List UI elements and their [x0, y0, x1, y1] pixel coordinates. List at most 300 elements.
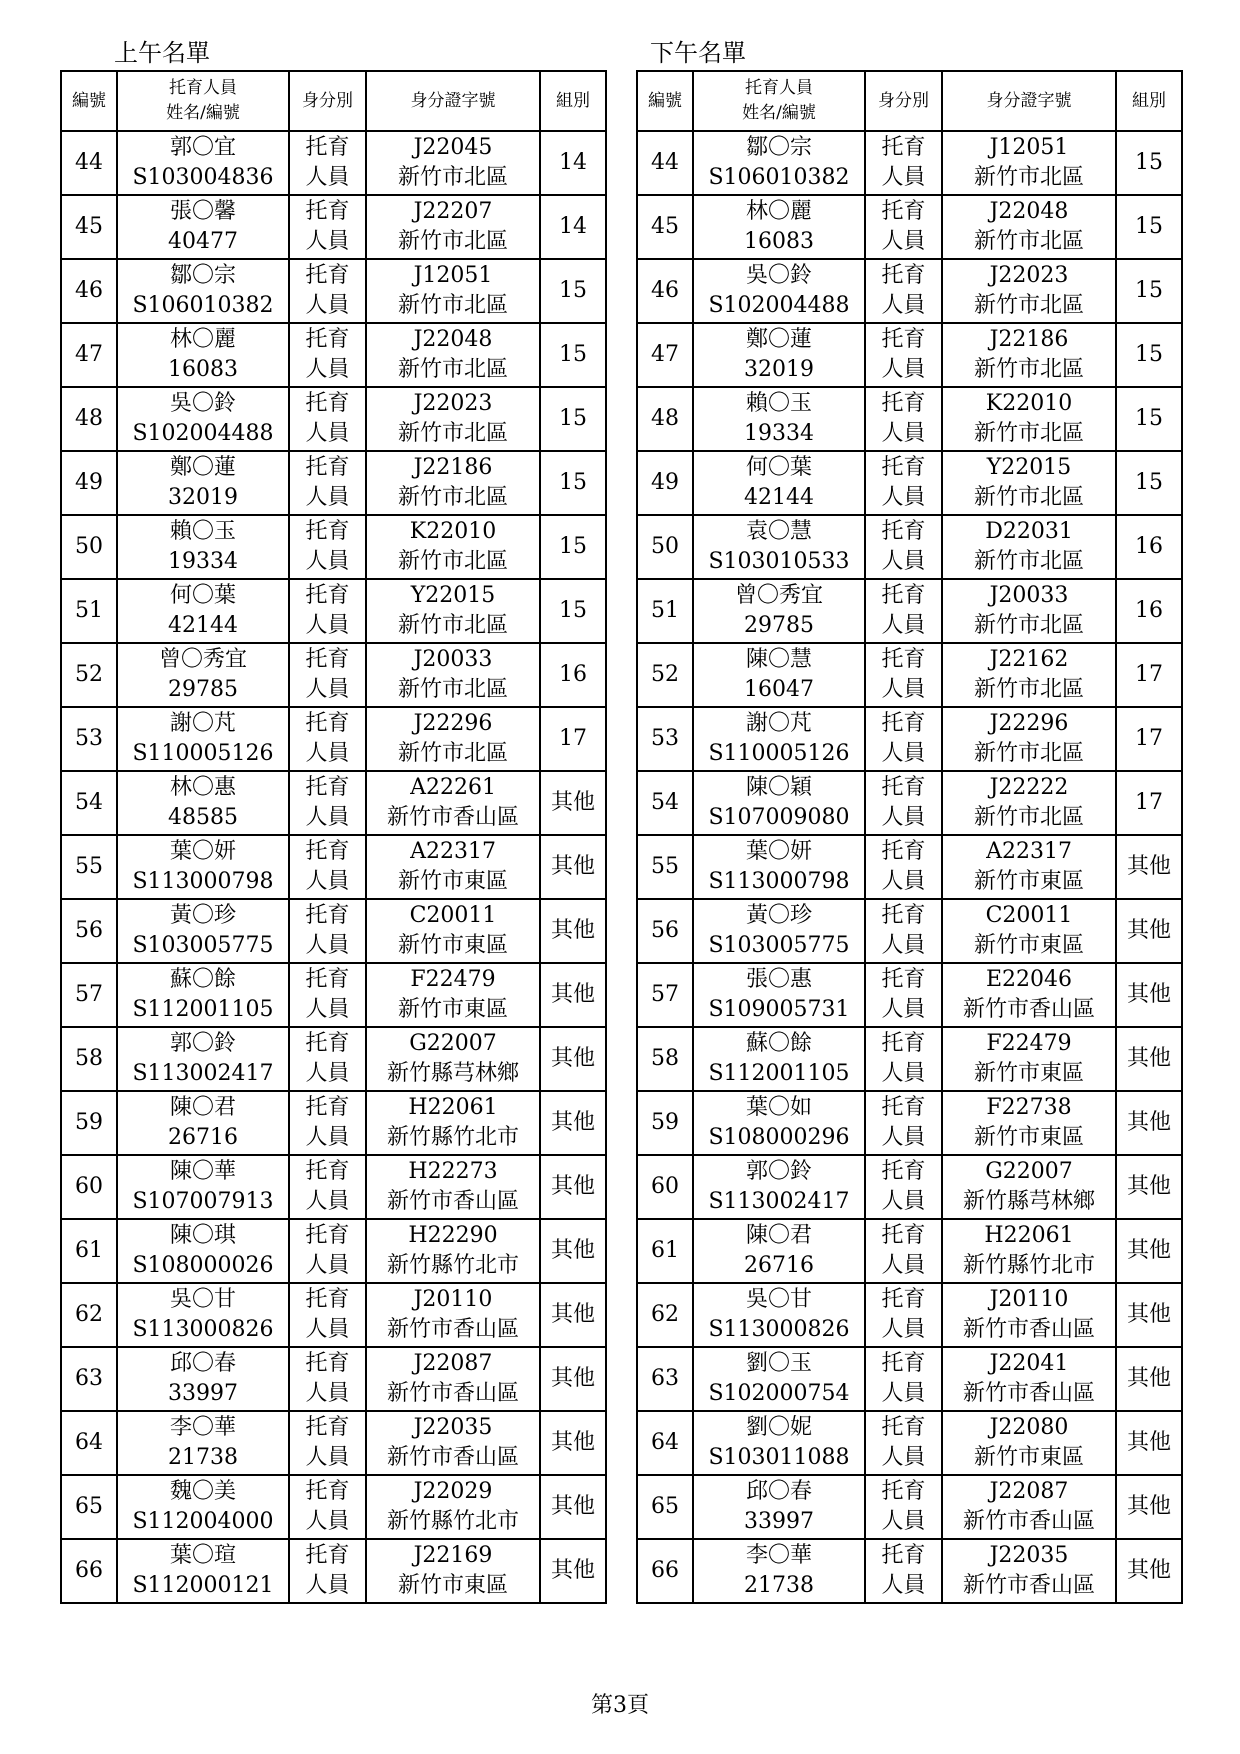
table-row	[61, 1475, 606, 1539]
role-line1: 托育	[305, 839, 350, 864]
id-area: 新竹市北區	[397, 421, 508, 446]
header-row	[637, 71, 1182, 131]
group-cell: 16	[1116, 515, 1182, 579]
row-number: 55	[61, 835, 117, 899]
row-number: 65	[61, 1475, 117, 1539]
group-cell: 17	[1116, 771, 1182, 835]
caregiver-name-cell	[693, 323, 865, 387]
header-name-line1: 托育人員	[745, 78, 813, 98]
role-line2: 人員	[305, 485, 350, 510]
table-row	[61, 1411, 606, 1475]
caregiver-name: 黃〇珍	[745, 903, 812, 928]
id-area: 新竹市北區	[973, 229, 1084, 254]
table-row	[61, 515, 606, 579]
id-cell	[942, 1539, 1116, 1603]
role-line1: 托育	[305, 775, 350, 800]
id-area: 新竹市北區	[973, 741, 1084, 766]
group-cell: 其他	[540, 963, 606, 1027]
id-cell	[942, 1283, 1116, 1347]
row-number: 56	[61, 899, 117, 963]
group-cell: 其他	[540, 1027, 606, 1091]
header-id: 身分證字號	[366, 71, 540, 131]
group-cell: 15	[540, 579, 606, 643]
role-line1: 托育	[305, 1351, 350, 1376]
role-cell	[289, 387, 366, 451]
row-number: 56	[637, 899, 693, 963]
id-area: 新竹市北區	[397, 677, 508, 702]
id-number: F22738	[986, 1095, 1072, 1120]
id-cell	[366, 835, 540, 899]
role-cell	[289, 451, 366, 515]
id-number: J22041	[989, 1351, 1069, 1376]
caregiver-name-cell	[117, 1539, 289, 1603]
group-cell: 其他	[1116, 1091, 1182, 1155]
table-row	[61, 451, 606, 515]
role-line2: 人員	[305, 1509, 350, 1534]
id-number: Y22015	[986, 455, 1072, 480]
role-cell	[865, 387, 942, 451]
role-line2: 人員	[881, 357, 926, 382]
role-cell	[289, 131, 366, 195]
id-number: H22061	[408, 1095, 498, 1120]
id-cell	[366, 131, 540, 195]
id-area: 新竹市北區	[397, 293, 508, 318]
id-number: A22317	[986, 839, 1072, 864]
group-cell: 其他	[540, 1347, 606, 1411]
caregiver-name: 謝〇芃	[169, 711, 236, 736]
id-area: 新竹市東區	[397, 869, 508, 894]
id-area: 新竹市香山區	[386, 1445, 519, 1470]
group-cell: 其他	[1116, 835, 1182, 899]
caregiver-code: 33997	[744, 1509, 814, 1534]
caregiver-code: 42144	[168, 613, 238, 638]
role-line2: 人員	[305, 229, 350, 254]
caregiver-name-cell	[117, 899, 289, 963]
role-line1: 托育	[881, 583, 926, 608]
id-cell	[366, 1219, 540, 1283]
id-cell	[942, 387, 1116, 451]
role-line1: 托育	[305, 519, 350, 544]
role-cell	[289, 707, 366, 771]
id-number: A22317	[410, 839, 496, 864]
caregiver-code: 21738	[168, 1445, 238, 1470]
id-number: C20011	[985, 903, 1073, 928]
id-cell	[366, 451, 540, 515]
row-number: 53	[637, 707, 693, 771]
id-cell	[942, 1027, 1116, 1091]
group-cell: 其他	[1116, 1475, 1182, 1539]
caregiver-name: 曾〇秀宜	[158, 647, 247, 672]
id-cell	[366, 899, 540, 963]
role-line2: 人員	[881, 1573, 926, 1598]
id-number: J22080	[989, 1415, 1069, 1440]
caregiver-name: 吳〇甘	[169, 1287, 236, 1312]
id-cell	[366, 1539, 540, 1603]
id-area: 新竹市香山區	[386, 1189, 519, 1214]
table-row	[61, 899, 606, 963]
row-number: 44	[637, 131, 693, 195]
role-cell	[289, 1411, 366, 1475]
role-line2: 人員	[881, 293, 926, 318]
role-cell	[289, 1155, 366, 1219]
header-row	[61, 71, 606, 131]
role-line2: 人員	[305, 805, 350, 830]
role-line1: 托育	[881, 967, 926, 992]
group-cell: 其他	[1116, 963, 1182, 1027]
group-cell: 其他	[540, 771, 606, 835]
row-number: 61	[61, 1219, 117, 1283]
table-row	[61, 323, 606, 387]
id-area: 新竹市香山區	[962, 1509, 1095, 1534]
id-cell	[366, 643, 540, 707]
group-cell: 其他	[1116, 1155, 1182, 1219]
group-cell: 其他	[540, 1411, 606, 1475]
role-line1: 托育	[881, 1479, 926, 1504]
caregiver-name-cell	[693, 579, 865, 643]
caregiver-name: 陳〇穎	[745, 775, 812, 800]
table-row	[637, 1347, 1182, 1411]
header-id: 身分證字號	[942, 71, 1116, 131]
role-cell	[865, 1539, 942, 1603]
caregiver-name-cell	[117, 1091, 289, 1155]
table-row	[61, 1155, 606, 1219]
id-number: J22035	[413, 1415, 493, 1440]
table-row	[637, 1283, 1182, 1347]
header-name-line1: 托育人員	[169, 78, 237, 98]
table-row	[637, 579, 1182, 643]
role-line1: 托育	[881, 1287, 926, 1312]
header-group: 組別	[1116, 71, 1182, 131]
caregiver-code: 29785	[168, 677, 238, 702]
caregiver-code: S110005126	[132, 741, 274, 766]
caregiver-name: 陳〇君	[745, 1223, 812, 1248]
caregiver-name-cell	[117, 1347, 289, 1411]
role-line1: 托育	[881, 647, 926, 672]
role-line1: 托育	[305, 647, 350, 672]
id-cell	[942, 1219, 1116, 1283]
role-line1: 托育	[881, 839, 926, 864]
role-line2: 人員	[881, 613, 926, 638]
header-number: 編號	[61, 71, 117, 131]
role-line1: 托育	[881, 135, 926, 160]
caregiver-code: 32019	[744, 357, 814, 382]
role-line1: 托育	[305, 391, 350, 416]
id-number: J22186	[989, 327, 1069, 352]
table-row	[637, 963, 1182, 1027]
row-number: 55	[637, 835, 693, 899]
caregiver-name-cell	[117, 515, 289, 579]
caregiver-name-cell	[693, 1283, 865, 1347]
caregiver-code: S102004488	[132, 421, 274, 446]
caregiver-name-cell	[693, 1539, 865, 1603]
caregiver-name: 郭〇宜	[169, 135, 236, 160]
caregiver-name-cell	[117, 835, 289, 899]
caregiver-name-cell	[117, 259, 289, 323]
role-cell	[289, 259, 366, 323]
role-line2: 人員	[305, 1381, 350, 1406]
caregiver-name: 蘇〇餘	[169, 967, 236, 992]
caregiver-name: 郭〇鈴	[745, 1159, 812, 1184]
id-area: 新竹市北區	[397, 485, 508, 510]
role-line1: 托育	[881, 519, 926, 544]
caregiver-code: S103005775	[132, 933, 274, 958]
group-cell: 15	[540, 387, 606, 451]
id-number: J22087	[989, 1479, 1069, 1504]
group-cell: 15	[1116, 387, 1182, 451]
id-number: J22029	[413, 1479, 493, 1504]
role-line1: 托育	[881, 455, 926, 480]
id-area: 新竹市北區	[973, 613, 1084, 638]
group-cell: 14	[540, 195, 606, 259]
id-cell	[942, 131, 1116, 195]
row-number: 47	[637, 323, 693, 387]
role-line1: 托育	[305, 583, 350, 608]
row-number: 58	[61, 1027, 117, 1091]
caregiver-name-cell	[693, 1411, 865, 1475]
caregiver-code: 40477	[168, 229, 238, 254]
table-row	[61, 579, 606, 643]
id-cell	[366, 1283, 540, 1347]
id-cell	[942, 899, 1116, 963]
id-area: 新竹市東區	[397, 997, 508, 1022]
role-line2: 人員	[305, 1317, 350, 1342]
role-line1: 托育	[305, 711, 350, 736]
table-row	[61, 259, 606, 323]
table-row	[61, 835, 606, 899]
caregiver-name-cell	[117, 323, 289, 387]
id-area: 新竹市香山區	[962, 997, 1095, 1022]
table-row	[637, 1411, 1182, 1475]
header-number: 編號	[637, 71, 693, 131]
table-row	[637, 451, 1182, 515]
caregiver-name: 葉〇如	[745, 1095, 812, 1120]
id-area: 新竹市東區	[973, 1125, 1084, 1150]
role-cell	[289, 1091, 366, 1155]
id-cell	[366, 963, 540, 1027]
id-cell	[366, 323, 540, 387]
row-number: 45	[61, 195, 117, 259]
id-area: 新竹市香山區	[386, 1317, 519, 1342]
role-cell	[865, 835, 942, 899]
table-row	[637, 131, 1182, 195]
caregiver-name: 吳〇鈴	[745, 263, 812, 288]
table-row	[61, 1027, 606, 1091]
id-cell	[942, 963, 1116, 1027]
caregiver-name: 劉〇玉	[745, 1351, 812, 1376]
table-row	[637, 1475, 1182, 1539]
caregiver-name-cell	[693, 451, 865, 515]
caregiver-name: 邱〇春	[169, 1351, 236, 1376]
caregiver-name: 袁〇慧	[745, 519, 812, 544]
group-cell: 其他	[1116, 1219, 1182, 1283]
role-cell	[865, 1475, 942, 1539]
role-cell	[865, 1219, 942, 1283]
id-number: J22048	[989, 199, 1069, 224]
header-name-line2: 姓名/編號	[742, 103, 816, 123]
row-number: 64	[61, 1411, 117, 1475]
caregiver-name-cell	[693, 1347, 865, 1411]
row-number: 58	[637, 1027, 693, 1091]
table-row	[637, 643, 1182, 707]
role-cell	[865, 771, 942, 835]
role-cell	[289, 771, 366, 835]
group-cell: 其他	[540, 1219, 606, 1283]
role-line2: 人員	[881, 165, 926, 190]
caregiver-name-cell	[693, 1027, 865, 1091]
role-line1: 托育	[305, 1415, 350, 1440]
role-line1: 托育	[881, 1351, 926, 1376]
id-number: K22010	[985, 391, 1073, 416]
morning-roster-table	[60, 70, 607, 1604]
group-cell: 其他	[540, 1155, 606, 1219]
role-line2: 人員	[881, 1445, 926, 1470]
id-number: J20033	[989, 583, 1069, 608]
id-area: 新竹市北區	[973, 805, 1084, 830]
id-number: J22035	[989, 1543, 1069, 1568]
id-area: 新竹縣竹北市	[386, 1125, 519, 1150]
id-area: 新竹市東區	[973, 1061, 1084, 1086]
caregiver-code: S103010533	[708, 549, 850, 574]
caregiver-code: S112001105	[708, 1061, 850, 1086]
row-number: 62	[637, 1283, 693, 1347]
role-line1: 托育	[881, 1415, 926, 1440]
caregiver-name: 曾〇秀宜	[734, 583, 823, 608]
caregiver-code: 33997	[168, 1381, 238, 1406]
caregiver-name-cell	[693, 899, 865, 963]
table-row	[61, 771, 606, 835]
row-number: 65	[637, 1475, 693, 1539]
role-line1: 托育	[305, 967, 350, 992]
role-line2: 人員	[881, 1253, 926, 1278]
caregiver-name: 吳〇鈴	[169, 391, 236, 416]
role-line1: 托育	[305, 1159, 350, 1184]
role-line2: 人員	[881, 805, 926, 830]
id-area: 新竹縣竹北市	[386, 1509, 519, 1534]
role-line2: 人員	[881, 677, 926, 702]
role-cell	[865, 131, 942, 195]
role-cell	[289, 963, 366, 1027]
table-row	[61, 131, 606, 195]
role-line1: 托育	[881, 199, 926, 224]
id-area: 新竹市北區	[397, 229, 508, 254]
table-row	[637, 515, 1182, 579]
id-cell	[366, 1347, 540, 1411]
caregiver-name: 吳〇甘	[745, 1287, 812, 1312]
row-number: 66	[61, 1539, 117, 1603]
role-line1: 托育	[881, 1031, 926, 1056]
group-cell: 其他	[1116, 1283, 1182, 1347]
role-line1: 托育	[881, 263, 926, 288]
role-line2: 人員	[305, 677, 350, 702]
caregiver-code: S112004000	[132, 1509, 274, 1534]
caregiver-name: 黃〇珍	[169, 903, 236, 928]
caregiver-name: 何〇葉	[169, 583, 236, 608]
table-row	[637, 1155, 1182, 1219]
row-number: 47	[61, 323, 117, 387]
table-row	[637, 899, 1182, 963]
role-line1: 托育	[881, 1543, 926, 1568]
group-cell: 15	[1116, 195, 1182, 259]
id-number: J22296	[413, 711, 493, 736]
id-cell	[366, 195, 540, 259]
role-line2: 人員	[881, 549, 926, 574]
role-cell	[289, 835, 366, 899]
role-line1: 托育	[881, 391, 926, 416]
group-cell: 其他	[540, 1091, 606, 1155]
caregiver-name-cell	[117, 771, 289, 835]
id-area: 新竹市香山區	[962, 1573, 1095, 1598]
id-number: J22207	[413, 199, 493, 224]
role-line1: 托育	[305, 1223, 350, 1248]
role-line2: 人員	[305, 869, 350, 894]
id-cell	[942, 1411, 1116, 1475]
id-number: K22010	[409, 519, 497, 544]
id-cell	[942, 323, 1116, 387]
role-cell	[865, 195, 942, 259]
caregiver-code: 19334	[168, 549, 238, 574]
caregiver-code: S109005731	[708, 997, 850, 1022]
id-area: 新竹市香山區	[386, 1381, 519, 1406]
afternoon-list-title: 下午名單	[650, 39, 746, 67]
caregiver-name-cell	[693, 707, 865, 771]
caregiver-name: 張〇惠	[745, 967, 812, 992]
header-name	[117, 71, 289, 131]
caregiver-name-cell	[117, 195, 289, 259]
table-row	[61, 387, 606, 451]
caregiver-name: 陳〇華	[169, 1159, 236, 1184]
row-number: 59	[61, 1091, 117, 1155]
role-line1: 托育	[305, 455, 350, 480]
row-number: 52	[637, 643, 693, 707]
role-cell	[865, 643, 942, 707]
group-cell: 15	[540, 451, 606, 515]
id-cell	[942, 1091, 1116, 1155]
row-number: 53	[61, 707, 117, 771]
caregiver-name-cell	[693, 195, 865, 259]
caregiver-name: 葉〇妍	[169, 839, 236, 864]
id-cell	[942, 1475, 1116, 1539]
role-line1: 托育	[881, 1095, 926, 1120]
table-row	[637, 771, 1182, 835]
caregiver-code: 42144	[744, 485, 814, 510]
role-cell	[289, 899, 366, 963]
role-line2: 人員	[881, 485, 926, 510]
group-cell: 14	[540, 131, 606, 195]
header-name-line2: 姓名/編號	[166, 103, 240, 123]
id-number: F22479	[986, 1031, 1072, 1056]
role-line2: 人員	[881, 1509, 926, 1534]
table-row	[61, 195, 606, 259]
table-row	[637, 387, 1182, 451]
role-line2: 人員	[305, 421, 350, 446]
caregiver-code: S108000026	[132, 1253, 274, 1278]
row-number: 61	[637, 1219, 693, 1283]
caregiver-name: 鄒〇宗	[745, 135, 812, 160]
role-line1: 托育	[305, 1031, 350, 1056]
caregiver-name: 林〇惠	[169, 775, 236, 800]
id-number: J22296	[989, 711, 1069, 736]
id-cell	[942, 643, 1116, 707]
role-cell	[289, 1539, 366, 1603]
row-number: 46	[637, 259, 693, 323]
header-name	[693, 71, 865, 131]
group-cell: 15	[540, 515, 606, 579]
header-group: 組別	[540, 71, 606, 131]
caregiver-code: S103004836	[132, 165, 274, 190]
role-line1: 托育	[305, 327, 350, 352]
role-cell	[865, 1347, 942, 1411]
caregiver-code: S112000121	[132, 1573, 274, 1598]
